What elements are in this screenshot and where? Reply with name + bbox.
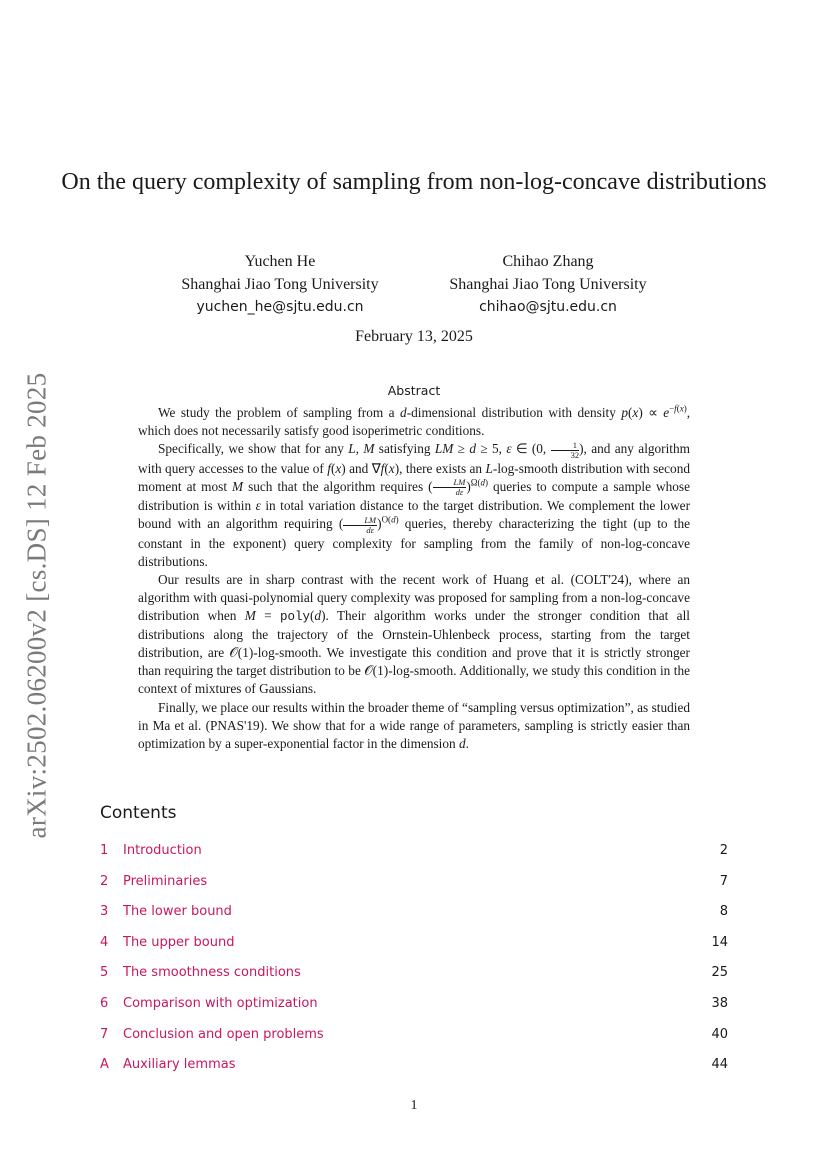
toc-entry[interactable]	[100, 1025, 730, 1056]
toc-entry-number: 1	[100, 843, 109, 858]
toc-entry-link[interactable]: Auxiliary lemmas	[123, 1057, 236, 1073]
author-block-2	[428, 251, 668, 319]
toc-entry-link[interactable]: The upper bound	[123, 934, 235, 950]
toc-entry-number: 4	[100, 934, 109, 950]
toc-entry[interactable]	[100, 1055, 730, 1086]
toc-entry-link[interactable]: The smoothness conditions	[123, 965, 301, 981]
abstract-body	[138, 404, 690, 753]
toc-entry-page: 38	[711, 995, 728, 1011]
toc-entry-page: 14	[711, 934, 728, 950]
toc-entry-link[interactable]: Conclusion and open problems	[123, 1026, 324, 1042]
author-email[interactable]: chihao@sjtu.edu.cn	[479, 299, 617, 315]
arxiv-identifier-text: arXiv:2502.06200v2 [cs.DS] 12 Feb 2025	[21, 372, 52, 838]
abstract-heading: Abstract	[387, 383, 441, 398]
contents-heading: Contents	[100, 803, 177, 823]
toc-entry-number: 2	[100, 873, 109, 889]
toc-entry[interactable]	[100, 841, 730, 872]
toc-entry-number: 6	[100, 995, 109, 1011]
author-name: Chihao Zhang	[502, 253, 594, 270]
toc-entry-page: 44	[711, 1057, 728, 1073]
toc-entry-link[interactable]: Comparison with optimization	[123, 995, 318, 1011]
author-block-1	[160, 251, 400, 319]
author-affiliation: Shanghai Jiao Tong University	[181, 275, 379, 293]
paper-title: On the query complexity of sampling from non-log-concave distributions	[61, 169, 767, 195]
toc-entry-number: 3	[100, 904, 109, 920]
toc-entry-number: A	[100, 1057, 109, 1073]
toc-entry[interactable]	[100, 872, 730, 903]
toc-entry[interactable]	[100, 902, 730, 933]
toc-entry-link[interactable]: Introduction	[123, 843, 202, 858]
toc-entry[interactable]	[100, 994, 730, 1025]
toc-entry[interactable]	[100, 963, 730, 994]
author-name: Yuchen He	[244, 253, 316, 270]
publication-date: February 13, 2025	[355, 328, 473, 345]
toc-entry-page: 7	[719, 873, 728, 889]
toc-entry-page: 2	[719, 843, 728, 858]
table-of-contents	[100, 841, 730, 1086]
toc-entry-link[interactable]: Preliminaries	[123, 873, 208, 889]
toc-entry-number: 5	[100, 965, 109, 981]
arxiv-identifier-stamp	[12, 360, 62, 850]
abstract-paragraph-1: We study the problem of sampling from a d-dimensional distribution with density $p(x) \propto e^{-f(x)}$, which does not necessarily satisfy good isoperimetric conditions.	[138, 403, 691, 439]
toc-entry-page: 8	[719, 904, 728, 920]
toc-entry-page: 40	[711, 1026, 728, 1042]
toc-entry-number: 7	[100, 1026, 109, 1042]
abstract-paragraph-2: Specifically, we show that for any L, M satisfying LM ≥ d ≥ 5, ε ∈ (0, $\frac{1}{32}$ ), and any algorithm with query accesses to the value of f(x) and ∇f(x), there exists an L-log-smooth distribution with second moment at most M such that the algorithm requires ( $\frac{LM}{d\varepsilon}$ )$^{\Omega(d)}$ queries to compute a sample whose distribution is within ε in total variation distance to the target distribution. We complement the lower bound with an algorithm requiring ( $\frac{LM}{d\varepsilon}$ )$^{O(d)}$ queries, thereby characterizing the tight (up to the constant in the exponent) query complexity for sampling from the family of non-log-concave distributions.	[138, 439, 690, 569]
abstract-paragraph-4: Finally, we place our results within the broader theme of “sampling versus optimization”, as studied in Ma et al. (PNAS'19). We show that for a wide range of parameters, sampling is strictly easier than optimization by a super-exponential factor in the dimension d.	[138, 699, 690, 751]
toc-entry-link[interactable]: The lower bound	[123, 904, 232, 920]
abstract-paragraph-3: Our results are in sharp contrast with the recent work of Huang et al. (COLT'24), where an algorithm with quasi-polynomial query complexity was proposed for sampling from a non-log-concave distribution when M = poly(d). Their algorithm works under the stronger condition that all distributions along the trajectory of the Ornstein-Uhlenbeck process, starting from the target distribution, are 𝒪(1)-log-smooth. We investigate this condition and prove that it is strictly stronger than requiring the target distribution to be 𝒪(1)-log-smooth. Additionally, we study this condition in the context of mixtures of Gaussians.	[138, 571, 690, 697]
page-number: 1	[410, 1098, 418, 1113]
toc-entry[interactable]	[100, 933, 730, 964]
toc-entry-page: 25	[711, 965, 728, 981]
author-email[interactable]: yuchen_he@sjtu.edu.cn	[196, 299, 364, 315]
author-affiliation: Shanghai Jiao Tong University	[449, 275, 647, 293]
